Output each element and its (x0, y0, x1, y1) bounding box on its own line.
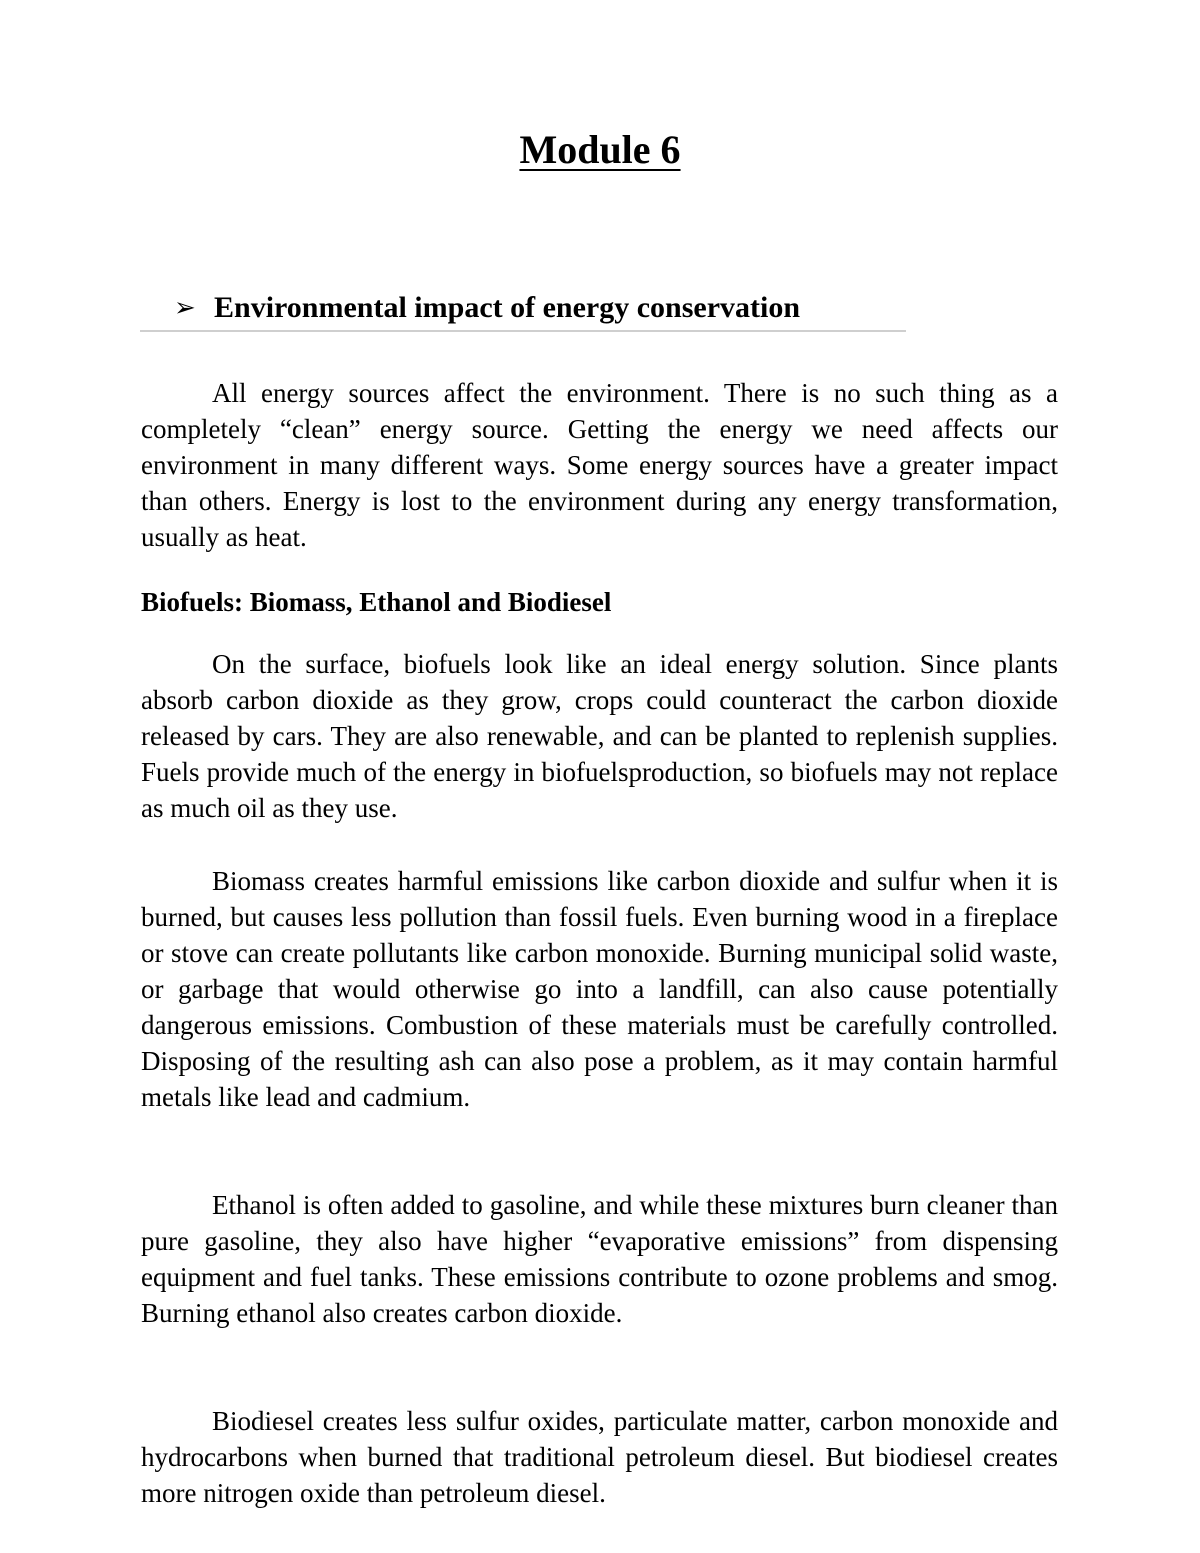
biodiesel-paragraph: Biodiesel creates less sulfur oxides, particulate matter, carbon monoxide and hydrocarbons when burned that traditional petroleum diesel. But biodiesel creates more nitrogen oxide than petroleum diesel. (141, 1406, 1058, 1508)
biofuels-subheading: Biofuels: Biomass, Ethanol and Biodiesel (141, 587, 612, 617)
section-heading (140, 286, 906, 332)
module-title (0, 122, 1200, 178)
arrow-bullet-icon: ➢ (174, 293, 196, 323)
biofuels-paragraph: On the surface, biofuels look like an ideal energy solution. Since plants absorb carbon dioxide as they grow, crops could counteract the carbon dioxide released by cars. They are also renewable, and can be planted to replenish supplies. Fuels provide much of the energy in biofuelsproduction, so biofuels may not replace as much oil as they use. (141, 649, 1058, 823)
section-heading-text: Environmental impact of energy conservation (214, 291, 801, 324)
biomass-paragraph: Biomass creates harmful emissions like carbon dioxide and sulfur when it is burned, but causes less pollution than fossil fuels. Even burning wood in a fireplace or stove can create pollutants like carbon monoxide. Burning municipal solid waste, or garbage that would otherwise go into a landfill, can also cause potentially dangerous emissions. Combustion of these materials must be carefully controlled. Disposing of the resulting ash can also pose a problem, as it may contain harmful metals like lead and cadmium. (141, 866, 1058, 1112)
module-title-text: Module 6 (519, 127, 681, 172)
intro-paragraph: All energy sources affect the environment. There is no such thing as a completely “clean” energy source. Getting the energy we need affects our environment in many different ways. Some energy sources have a greater impact than others. Energy is lost to the environment during any energy transformation, usually as heat. (141, 378, 1058, 552)
ethanol-paragraph: Ethanol is often added to gasoline, and while these mixtures burn cleaner than pure gasoline, they also have higher “evaporative emissions” from dispensing equipment and fuel tanks. These emissions contribute to ozone problems and smog. Burning ethanol also creates carbon dioxide. (141, 1190, 1058, 1328)
